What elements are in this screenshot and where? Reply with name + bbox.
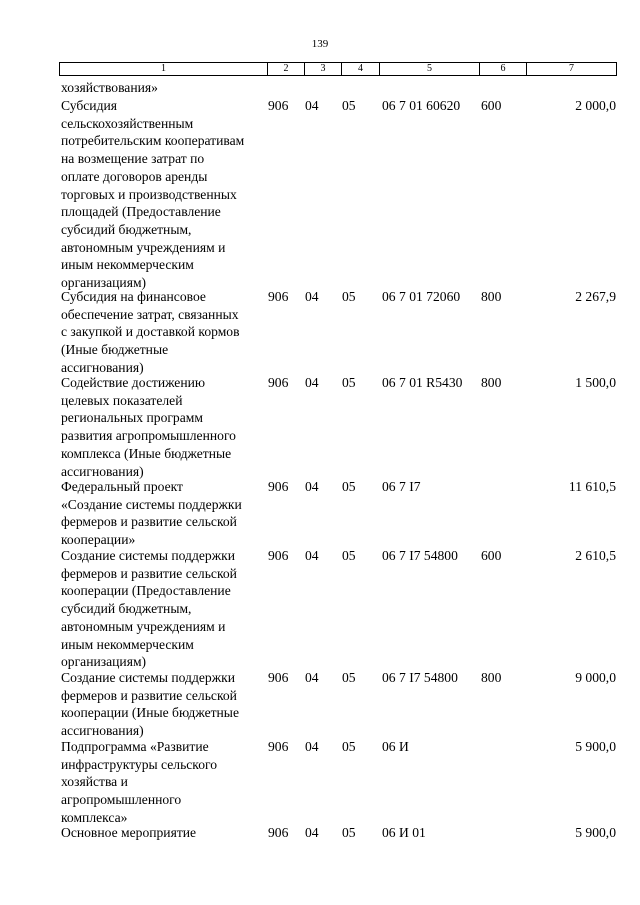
row-grbs: 906 bbox=[268, 670, 289, 685]
row-subsection: 05 bbox=[342, 375, 356, 390]
row-amount: 5 900,0 bbox=[575, 825, 616, 840]
row-subsection: 05 bbox=[342, 98, 356, 113]
row-expense-type: 600 bbox=[481, 548, 502, 563]
row-subsection: 05 bbox=[342, 289, 356, 304]
row-expense-type: 800 bbox=[481, 289, 502, 304]
row-grbs: 906 bbox=[268, 548, 289, 563]
row-subsection: 05 bbox=[342, 479, 356, 494]
header-col-5: 5 bbox=[380, 63, 480, 75]
row-expense-type: 800 bbox=[481, 375, 502, 390]
row-amount: 2 000,0 bbox=[575, 98, 616, 113]
page-number: 139 bbox=[311, 38, 329, 50]
row-grbs: 906 bbox=[268, 825, 289, 840]
header-col-4: 4 bbox=[342, 63, 380, 75]
row-grbs: 906 bbox=[268, 289, 289, 304]
row-amount: 11 610,5 bbox=[568, 479, 616, 494]
row-section: 04 bbox=[305, 739, 319, 754]
row-amount: 1 500,0 bbox=[575, 375, 616, 390]
row-name: Создание системы поддержки фермеров и развитие сельской кооперации (Иные бюджетные ассигнования) bbox=[61, 670, 239, 739]
row-section: 04 bbox=[305, 479, 319, 494]
row-grbs: 906 bbox=[268, 375, 289, 390]
row-section: 04 bbox=[305, 548, 319, 563]
row-section: 04 bbox=[305, 825, 319, 840]
row-grbs: 906 bbox=[268, 739, 289, 754]
header-col-1: 1 bbox=[60, 63, 268, 75]
row-expense-type: 800 bbox=[481, 670, 502, 685]
row-amount: 2 610,5 bbox=[575, 548, 616, 563]
row-subsection: 05 bbox=[342, 548, 356, 563]
row-name: Субсидия сельскохозяйственным потребительским кооперативам на возмещение затрат по оплате договоров аренды торговых и производственных площадей (Предоставление субсидий бюджетным, автономным учреждениям и иным некоммерческим организациям) bbox=[61, 98, 245, 291]
row-subsection: 05 bbox=[342, 825, 356, 840]
row-target-article: 06 7 01 R5430 bbox=[382, 375, 463, 390]
row-name: Подпрограмма «Развитие инфраструктуры сельского хозяйства и агропромышленного комплекса» bbox=[61, 739, 218, 825]
row-target-article: 06 7 01 72060 bbox=[382, 289, 461, 304]
row-subsection: 05 bbox=[342, 739, 356, 754]
row-target-article: 06 И bbox=[382, 739, 409, 754]
row-subsection: 05 bbox=[342, 670, 356, 685]
row-amount: 5 900,0 bbox=[575, 739, 616, 754]
header-col-7: 7 bbox=[569, 63, 574, 74]
row-target-article: 06 7 I7 54800 bbox=[382, 548, 458, 563]
row-target-article: 06 И 01 bbox=[382, 825, 426, 840]
row-grbs: 906 bbox=[268, 479, 289, 494]
row-target-article: 06 7 I7 54800 bbox=[382, 670, 458, 685]
table-header bbox=[59, 62, 617, 76]
row-name: Содействие достижению целевых показателей региональных программ развития агропромышленного комплекса (Иные бюджетные ассигнования) bbox=[61, 375, 236, 479]
continuation-text: хозяйствования» bbox=[61, 80, 158, 95]
header-col-2: 2 bbox=[268, 63, 305, 75]
row-section: 04 bbox=[305, 670, 319, 685]
row-section: 04 bbox=[305, 98, 319, 113]
row-amount: 9 000,0 bbox=[575, 670, 616, 685]
row-grbs: 906 bbox=[268, 98, 289, 113]
row-name: Субсидия на финансовое обеспечение затрат, связанных с закупкой и доставкой кормов (Иные бюджетные ассигнования) bbox=[61, 289, 240, 375]
row-section: 04 bbox=[305, 289, 319, 304]
row-expense-type: 600 bbox=[481, 98, 502, 113]
header-col-6: 6 bbox=[480, 63, 527, 75]
row-name: Основное мероприятие bbox=[61, 825, 197, 840]
header-col-3: 3 bbox=[305, 63, 342, 75]
row-name: Создание системы поддержки фермеров и развитие сельской кооперации (Предоставление субсидий бюджетным, автономным учреждениям и иным некоммерческим организациям) bbox=[61, 548, 237, 670]
row-target-article: 06 7 01 60620 bbox=[382, 98, 461, 113]
row-section: 04 bbox=[305, 375, 319, 390]
row-target-article: 06 7 I7 bbox=[382, 479, 421, 494]
row-name: Федеральный проект «Создание системы поддержки фермеров и развитие сельской кооперации» bbox=[61, 479, 242, 548]
row-amount: 2 267,9 bbox=[575, 289, 616, 304]
